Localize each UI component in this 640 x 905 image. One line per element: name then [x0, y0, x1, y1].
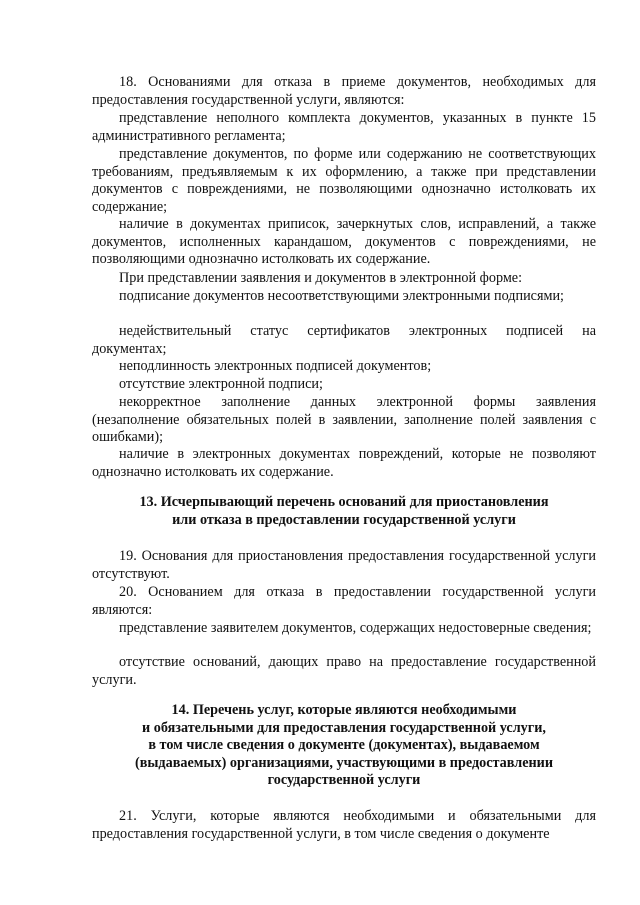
heading-14-line-4: (выдаваемых) организациями, участвующими в предоставлении — [134, 754, 554, 771]
heading-13-line-2: или отказа в предоставлении государственной услуги — [172, 511, 516, 528]
section-14-heading — [92, 702, 596, 790]
paragraph-19: 19. Основания для приостановления предоставления государственной услуги отсутствуют. — [92, 548, 596, 582]
paragraph-electronic-intro: При представлении заявления и документов в электронной форме: — [119, 270, 523, 286]
paragraph-18: 18. Основаниями для отказа в приеме документов, необходимых для предоставления государственной услуги, являются: — [92, 74, 596, 108]
paragraph-erasures: наличие в документах приписок, зачеркнутых слов, исправлений, а также документов, исполненных карандашом, документов с повреждениями, не позволяющими однозначно истолковать их содержание. — [92, 216, 596, 268]
paragraph-invalid-certs: недействительный статус сертификатов электронных подписей на документах; — [92, 323, 596, 357]
paragraph-no-grounds: отсутствие оснований, дающих право на предоставление государственной услуги. — [92, 654, 596, 688]
heading-14-line-1: 14. Перечень услуг, которые являются необходимыми — [171, 702, 517, 718]
paragraph-21: 21. Услуги, которые являются необходимыми и обязательными для предоставления государственной услуги, в том числе сведения о документе — [92, 808, 596, 842]
section-13-heading — [92, 494, 596, 529]
heading-13-line-1: 13. Исчерпывающий перечень оснований для приостановления — [139, 494, 549, 510]
paragraph-incomplete-set: представление неполного комплекта документов, указанных в пункте 15 административного регламента; — [92, 110, 596, 144]
heading-14-line-2: и обязательными для предоставления государственной услуги, — [142, 719, 546, 736]
paragraph-no-signature: отсутствие электронной подписи; — [119, 376, 323, 392]
paragraph-damaged-docs: наличие в электронных документах повреждений, которые не позволяют однозначно истолковать их содержание. — [92, 446, 596, 480]
paragraph-incorrect-form: некорректное заполнение данных электронной формы заявления (незаполнение обязательных полей в заявлении, заполнение полей заявления с ошибками); — [92, 394, 596, 446]
paragraph-false-info: представление заявителем документов, содержащих недостоверные сведения; — [119, 620, 592, 636]
heading-14-line-3: в том числе сведения о документе (документах), выдаваемом — [148, 737, 540, 754]
paragraph-20: 20. Основанием для отказа в предоставлении государственной услуги являются: — [92, 584, 596, 618]
heading-14-line-5: государственной услуги — [267, 772, 421, 789]
paragraph-nonconforming-docs: представление документов, по форме или содержанию не соответствующих требованиям, предъявляемым к их оформлению, а также при представлении документов с повреждениями, не позволяющими однозначно истолковать их содержание; — [92, 146, 596, 215]
paragraph-not-authentic: неподлинность электронных подписей документов; — [119, 358, 432, 374]
paragraph-signing: подписание документов несоответствующими электронными подписями; — [119, 288, 564, 304]
